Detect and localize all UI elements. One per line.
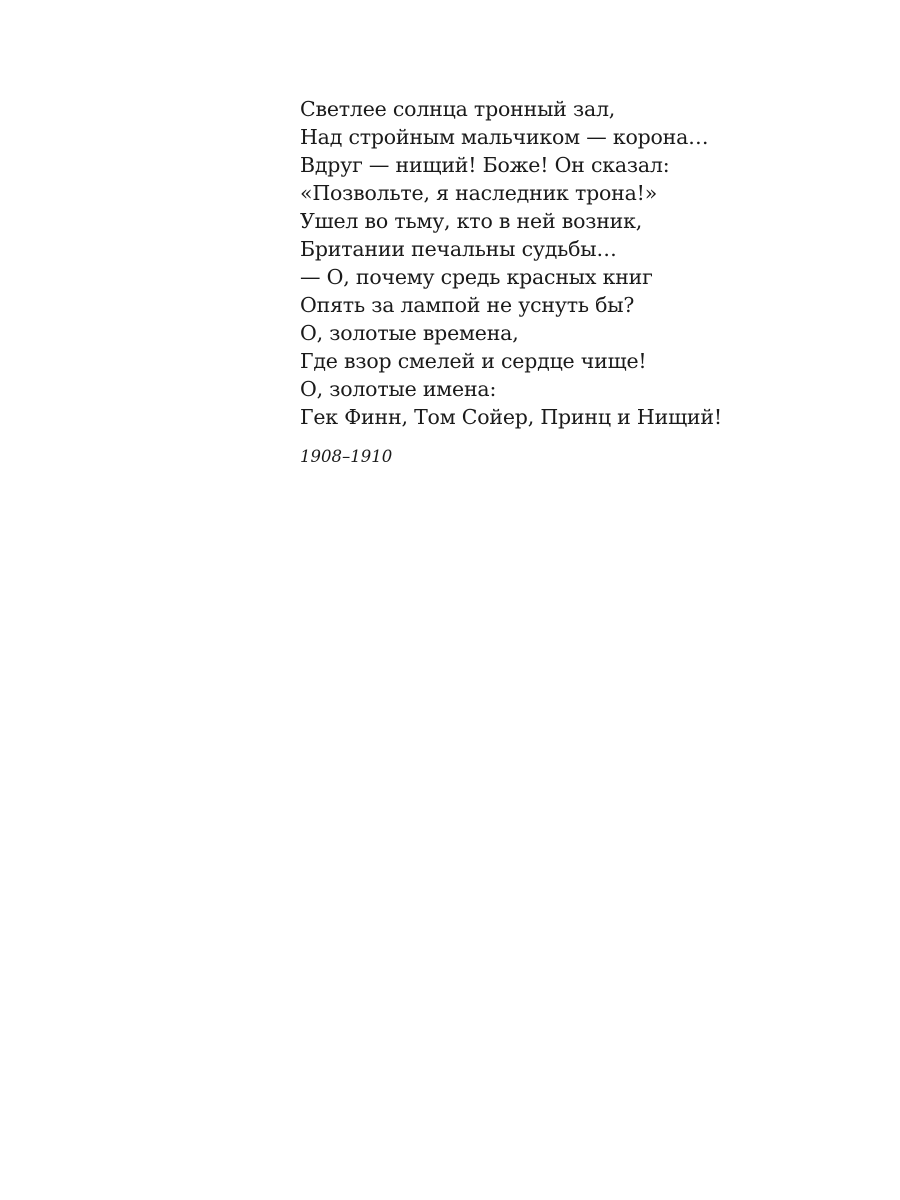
poem-line: Вдруг — нищий! Боже! Он сказал: <box>300 153 670 177</box>
poem-line: Над стройным мальчиком — корона… <box>300 125 709 149</box>
poem-line: Британии печальны судьбы… <box>300 237 617 261</box>
poem-line: О, золотые имена: <box>300 377 497 401</box>
poem-stanza <box>300 95 820 431</box>
poem-line: Опять за лампой не уснуть бы? <box>300 293 635 317</box>
poem-line: Гек Финн, Том Сойер, Принц и Нищий! <box>300 405 722 429</box>
poem-line: О, золотые времена, <box>300 321 519 345</box>
poem-date: 1908–1910 <box>300 447 393 466</box>
poem-line: «Позвольте, я наследник трона!» <box>300 181 658 205</box>
poem-line: Ушел во тьму, кто в ней возник, <box>300 209 643 233</box>
poem-line: — О, почему средь красных книг <box>300 265 653 289</box>
poem-line: Где взор смелей и сердце чище! <box>300 349 647 373</box>
poem-line: Светлее солнца тронный зал, <box>300 97 616 121</box>
